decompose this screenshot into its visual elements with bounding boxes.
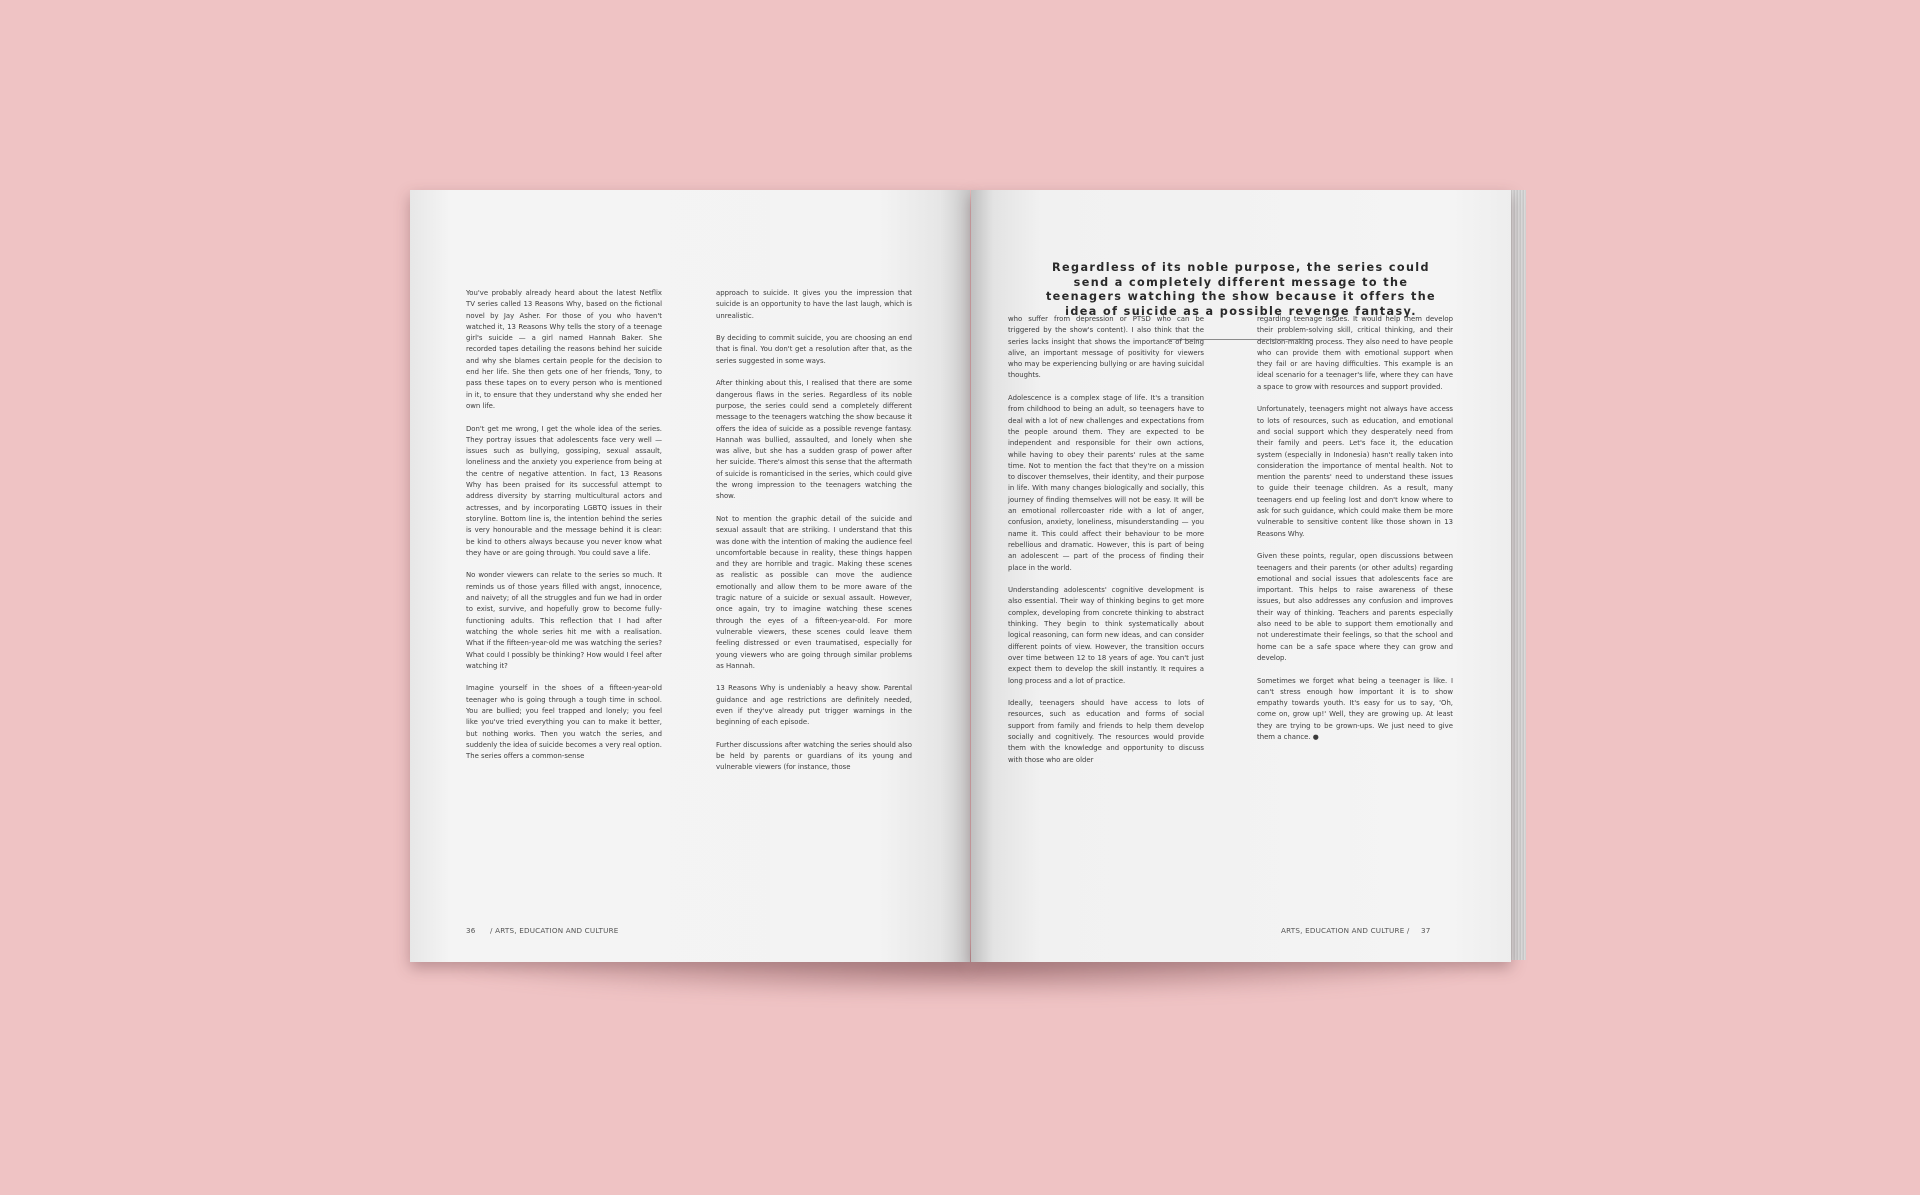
paragraph: Ideally, teenagers should have access to lots of resources, such as education and forms of social support from family and friends to help them develop socially and cognitively. The resources would provide them with the knowledge and opportunity to discuss with those who are older: [1008, 699, 1204, 764]
paragraph: By deciding to commit suicide, you are choosing an end that is final. You don't get a resolution after that, as the series suggested in some ways.: [716, 334, 912, 365]
paragraph: Imagine yourself in the shoes of a fifteen-year-old teenager who is going through a tough time in school. You are bullied; you feel trapped and lonely; you feel like you've tried everything you can to make it better, but nothing works. Then you watch the series, and suddenly the idea of suicide becomes a very real option. The series offers a common-sense: [466, 684, 662, 761]
paragraph: 13 Reasons Why is undeniably a heavy show. Parental guidance and age restrictions are definitely needed, even if they've already put trigger warnings in the beginning of each episode.: [716, 684, 912, 727]
right-column-2: [1257, 314, 1453, 755]
paragraph: After thinking about this, I realised that there are some dangerous flaws in the series. Regardless of its noble purpose, the series could send a completely different message to the teenagers watching the show because it offers the idea of suicide as a possible revenge fantasy. Hannah was bullied, assaulted, and lonely when she was alive, but she has a sudden grasp of power after her suicide. There's almost this sense that the aftermath of suicide is romanticised in the series, which could give the wrong impression to the teenagers watching the show.: [716, 379, 913, 501]
paragraph: Sometimes we forget what being a teenager is like. I can't stress enough how important it is to show empathy towards youth. It's easy for us to say, 'Oh, come on, grow up!' Well, they are growing up. At least they are trying to be grown-ups. We just need to give them a chance. ●: [1257, 676, 1453, 741]
pull-quote: Regardless of its noble purpose, the series could send a completely different message to the teenagers watching the show because it offers the idea of suicide as a possible revenge fantasy.: [1045, 261, 1437, 318]
section-label-left: / ARTS, EDUCATION AND CULTURE: [490, 926, 619, 935]
paragraph: Understanding adolescents' cognitive development is also essential. Their way of thinking begins to get more complex, developing from concrete thinking to abstract thinking. They begin to think systematically about logical reasoning, can form new ideas, and can consider different points of view. However, the transition occurs over time between 12 to 18 years of age. You can't just expect them to develop the skill instantly. It requires a long process and a lot of practice.: [1008, 586, 1204, 685]
paragraph: You've probably already heard about the latest Netflix TV series called 13 Reasons Why, based on the fictional novel by Jay Asher. For those of you who haven't watched it, 13 Reasons Why tells the story of a teenage girl's suicide — a girl named Hannah Baker. She recorded tapes detailing the reasons behind her suicide and why she blames certain people for the decision to end her life. She then gets one of her friends, Tony, to pass these tapes on to every person who is mentioned in it, to ensure that they understand why she ended her own life.: [466, 289, 662, 410]
paragraph: Unfortunately, teenagers might not always have access to lots of resources, such as education, and emotional and social support which they desperately need from their family and peers. Let's face it, the education system (especially in Indonesia) hasn't really taken into consideration the importance of mental health. Not to mention the parents' need to understand these issues to guide their teenage children. As a result, many teenagers end up feeling lost and don't know where to ask for such guidance, which could make them be more vulnerable to sensitive content like those shown in 13 Reasons Why.: [1257, 405, 1453, 538]
open-magazine: [410, 190, 1530, 975]
page-number-left: 36: [466, 926, 476, 935]
paragraph: Not to mention the graphic detail of the suicide and sexual assault that are striking. I understand that this was done with the intention of making the audience feel uncomfortable because in reality, these things happen and they are horrible and tragic. Making these scenes as realistic as possible can move the audience emotionally and allow them to be more aware of the tragic nature of a suicide or sexual assault. However, once again, try to imagine watching these scenes through the eyes of a fifteen-year-old. For more vulnerable viewers, these scenes could leave them feeling distressed or even traumatised, especially for young viewers who are going through similar problems as Hannah.: [716, 514, 912, 670]
section-label-right: ARTS, EDUCATION AND CULTURE /: [1281, 926, 1410, 935]
right-page: [971, 190, 1511, 962]
paragraph: Further discussions after watching the series should also be held by parents or guardians of its young and vulnerable viewers (for instance, those: [716, 740, 912, 772]
left-column-2: [716, 288, 912, 785]
paragraph: Given these points, regular, open discussions between teenagers and their parents (or other adults) regarding emotional and social issues that adolescents face are important. This helps to raise awareness of these issues, but also addresses any confusion and improves their way of thinking. Teachers and parents especially also need to be able to support them emotionally and not underestimate their feelings, so that the school and home can be a safe space where they can grow and develop.: [1257, 552, 1453, 662]
page-number-right: 37: [1421, 926, 1431, 935]
paragraph: approach to suicide. It gives you the impression that suicide is an opportunity to have the last laugh, which is unrealistic.: [716, 289, 912, 320]
left-page: [410, 190, 970, 962]
right-column-1: [1008, 314, 1204, 777]
paragraph: Don't get me wrong, I get the whole idea of the series. They portray issues that adolescents face very well — issues such as bullying, gossiping, sexual assault, loneliness and the anxiety you experience from being at the centre of negative attention. In fact, 13 Reasons Why has been praised for its successful attempt to address diversity by starring multicultural actors and actresses, and by incorporating LGBTQ issues in their storyline. Bottom line is, the intention behind the series is very honourable and the message behind it is clear: be kind to others always because you never know what they have or are going through. You could save a life.: [466, 424, 662, 557]
paragraph: No wonder viewers can relate to the series so much. It reminds us of those years filled with angst, innocence, and naivety; of all the struggles and fun we had in order to exist, survive, and hopefully grow to become fully-functioning adults. This reflection that I had after watching the whole series hit me with a realisation. What if the fifteen-year-old me was watching the series? What could I possibly be thinking? How would I feel after watching it?: [466, 571, 662, 670]
left-column-1: [466, 288, 662, 774]
paragraph: Adolescence is a complex stage of life. It's a transition from childhood to being an adult, so teenagers have to deal with a lot of new challenges and expectations from the people around them. They are expected to be independent and responsible for their own actions, while having to obey their parents' rules at the same time. Not to mention the fact that they're on a mission to discover themselves, their identity, and their purpose in life. With many changes biologically and socially, this journey of finding themselves will not be easy. It will be an emotional rollercoaster ride with a lot of anger, confusion, anxiety, loneliness, misunderstanding — you name it. This could affect their behaviour to be more rebellious and dramatic. However, this is part of being an adolescent — part of the process of finding their place in the world.: [1008, 394, 1204, 572]
paragraph: who suffer from depression or PTSD who can be triggered by the show's content). I also think that the series lacks insight that shows the importance of being alive, an important message of positivity for viewers who may be experiencing bullying or are having suicidal thoughts.: [1008, 315, 1204, 380]
paragraph: regarding teenage issues. It would help them develop their problem-solving skill, critical thinking, and their decision-making process. They also need to have people who can provide them with emotional support when they fail or are having difficulties. This example is an ideal scenario for a teenager's life, where they can have a space to grow with resources and support provided.: [1257, 315, 1453, 391]
